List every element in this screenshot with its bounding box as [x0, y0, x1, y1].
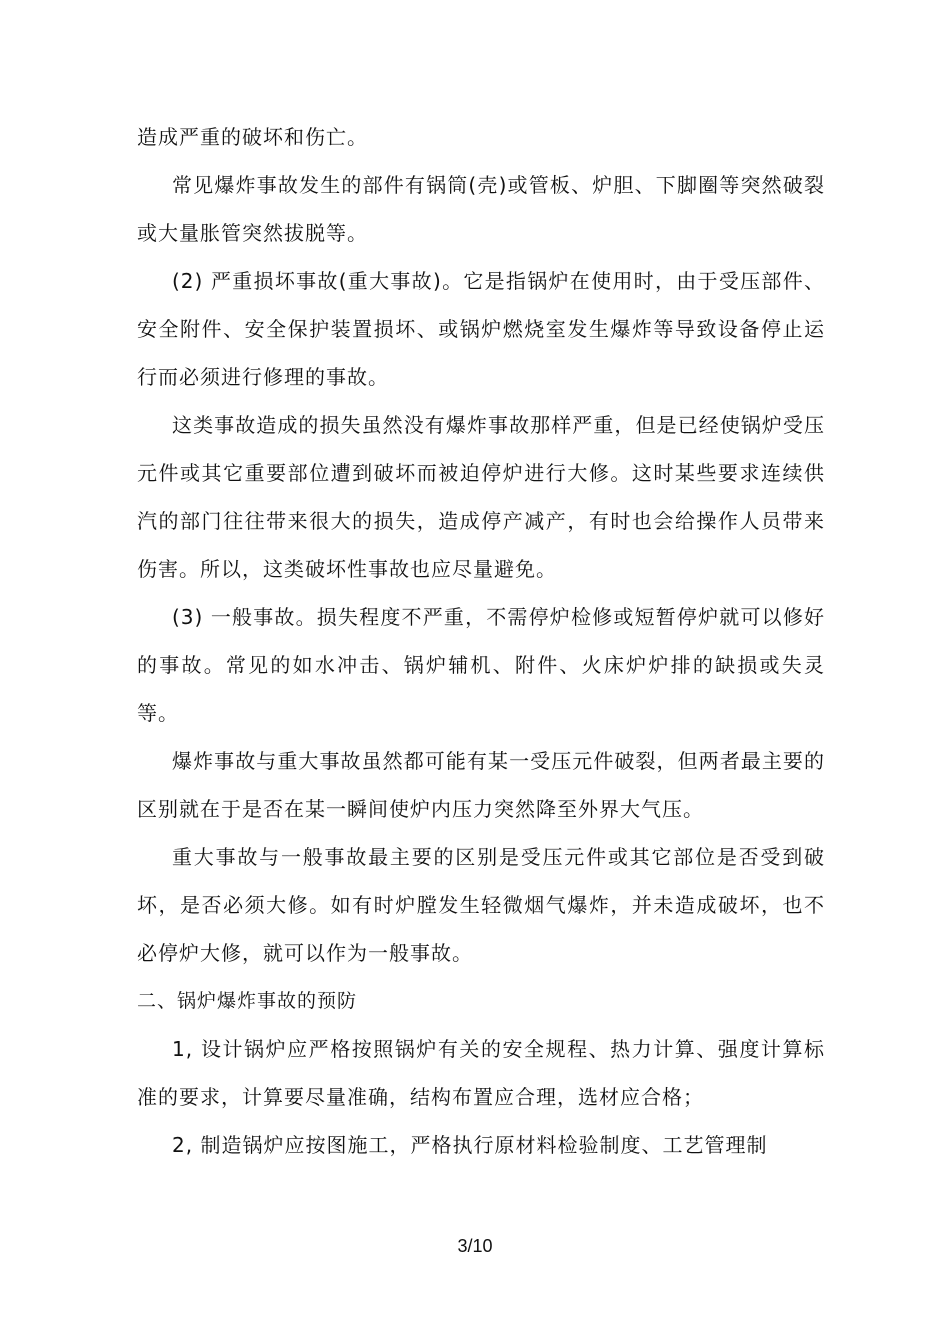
- paragraph-major-vs-general: 重大事故与一般事故最主要的区别是受压元件或其它部位是否受到破坏，是否必须大修。如有时炉膛发生轻微烟气爆炸，并未造成破坏，也不必停炉大修，就可以作为一般事故。: [137, 845, 825, 965]
- paragraph-explosion-parts: 常见爆炸事故发生的部件有锅筒(壳)或管板、炉胆、下脚圈等突然破裂或大量胀管突然拔脱等。: [137, 173, 825, 245]
- list-item-manufacture: 2, 制造锅炉应按图施工，严格执行原材料检验制度、工艺管理制: [172, 1133, 768, 1157]
- paragraph-major-accident: (2) 严重损坏事故(重大事故)。它是指锅炉在使用时，由于受压部件、安全附件、安全保护装置损坏、或锅炉燃烧室发生爆炸等导致设备停止运行而必须进行修理的事故。: [137, 269, 825, 389]
- section-heading: 二、锅炉爆炸事故的预防: [137, 990, 358, 1012]
- paragraph-major-accident-losses: 这类事故造成的损失虽然没有爆炸事故那样严重，但是已经使锅炉受压元件或其它重要部位遭到破坏而被迫停炉进行大修。这时某些要求连续供汽的部门往往带来很大的损失，造成停产减产，有时也会给操作人员带来伤害。所以，这类破坏性事故也应尽量避免。: [137, 413, 825, 581]
- page-number: 3/10: [457, 1236, 493, 1256]
- list-item-design: 1, 设计锅炉应严格按照锅炉有关的安全规程、热力计算、强度计算标准的要求，计算要尽量准确，结构布置应合理，选材应合格；: [137, 1037, 825, 1109]
- paragraph-continuation: 造成严重的破坏和伤亡。: [137, 125, 368, 149]
- paragraph-general-accident: (3) 一般事故。损失程度不严重，不需停炉检修或短暂停炉就可以修好的事故。常见的如水冲击、锅炉辅机、附件、火床炉炉排的缺损或失灵等。: [137, 605, 825, 725]
- document-body: [137, 113, 825, 1169]
- paragraph-explosion-vs-major: 爆炸事故与重大事故虽然都可能有某一受压元件破裂，但两者最主要的区别就在于是否在某一瞬间使炉内压力突然降至外界大气压。: [137, 749, 825, 821]
